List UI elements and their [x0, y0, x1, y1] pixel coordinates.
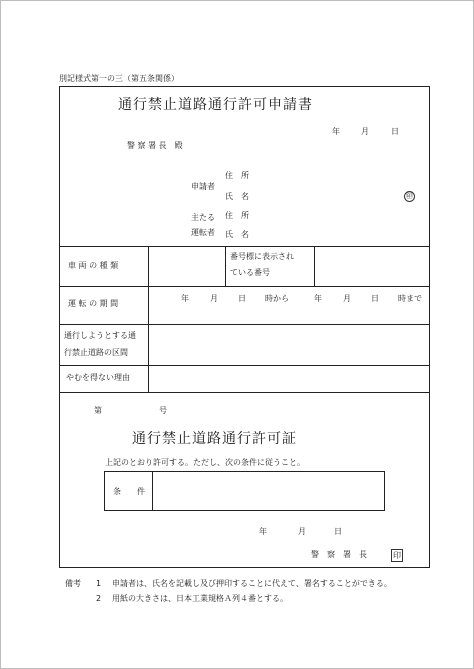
table-rule-3	[59, 365, 430, 366]
permit-title: 通行禁止道路通行許可証	[132, 431, 297, 447]
applicant-label: 申請者	[191, 182, 215, 191]
reason-value[interactable]	[151, 368, 427, 390]
applicant-name-label: 氏 名	[225, 192, 249, 201]
note-1-text: 申請者は、氏名を記載し及び押印することに代えて、署名することができる。	[112, 579, 392, 588]
driver-name-label: 氏 名	[225, 230, 249, 239]
form-caption: 別記様式第一の三（第五条関係）	[59, 74, 179, 83]
period-start-day: 日	[238, 294, 246, 303]
permit-date-day: 日	[334, 527, 342, 536]
period-start-hour: 時から	[265, 294, 289, 303]
vehicle-type-value[interactable]	[151, 250, 224, 284]
note-2-text: 用紙の大きさは、日本工業規格Ａ列４番とする。	[112, 594, 288, 603]
permit-number-prefix: 第	[94, 406, 102, 415]
table-rule-bottom	[59, 392, 430, 393]
application-date-day: 日	[391, 127, 399, 136]
table-rule-1	[59, 286, 430, 287]
road-section-label-line1: 通行しようとする通	[64, 331, 136, 340]
applicant-seal-mark	[404, 191, 415, 202]
plate-number-label-line1: 番号標に表示され	[230, 252, 294, 261]
application-title: 通行禁止道路通行許可申請書	[118, 97, 313, 113]
period-end-day: 日	[371, 294, 379, 303]
note-2-number: 2	[96, 594, 102, 603]
period-end-year: 年	[314, 294, 322, 303]
applicant-seal-text: ㊞	[406, 192, 413, 200]
road-section-label-line2: 行禁止道路の区間	[64, 348, 128, 357]
reason-label: やむを得ない理由	[66, 373, 130, 382]
application-date-month: 月	[361, 127, 369, 136]
road-section-value[interactable]	[151, 328, 427, 362]
period-end-month: 月	[343, 294, 351, 303]
table-rule-top	[59, 246, 430, 247]
period-label: 運 転 の 期 間	[68, 299, 119, 308]
permit-statement: 上記のとおり許可する。ただし、次の条件に従うこと。	[105, 458, 305, 467]
vehicle-type-label: 車 両 の 種 類	[68, 261, 119, 270]
permit-date-year: 年	[259, 527, 267, 536]
conditions-divider	[152, 471, 153, 511]
plate-number-value[interactable]	[317, 250, 427, 284]
plate-number-label-line2: ている番号	[230, 268, 270, 277]
permit-seal-text: 印	[393, 551, 401, 560]
addressee: 警 察 署 長 殿	[127, 141, 183, 150]
applicant-address-label: 住 所	[225, 171, 249, 180]
table-label-divider	[148, 246, 149, 392]
driver-address-label: 住 所	[225, 211, 249, 220]
period-start-month: 月	[210, 294, 218, 303]
permit-number-suffix: 号	[159, 406, 167, 415]
vehicle-divider-2	[314, 246, 315, 286]
conditions-label: 条 件	[113, 487, 145, 496]
notes-label: 備考	[65, 579, 81, 588]
table-rule-2	[59, 324, 430, 325]
period-start-year: 年	[181, 294, 189, 303]
permit-seal-box	[391, 549, 403, 562]
conditions-value[interactable]	[155, 474, 382, 508]
vehicle-divider-1	[225, 246, 226, 286]
driver-label-line2: 運転者	[191, 228, 215, 237]
permit-date-month: 月	[298, 527, 306, 536]
application-date-year: 年	[332, 127, 340, 136]
period-end-hour: 時まで	[398, 294, 422, 303]
driver-label-line1: 主たる	[191, 213, 215, 222]
note-1-number: 1	[96, 579, 102, 588]
permit-issuer: 警 察 署 長	[311, 550, 367, 559]
